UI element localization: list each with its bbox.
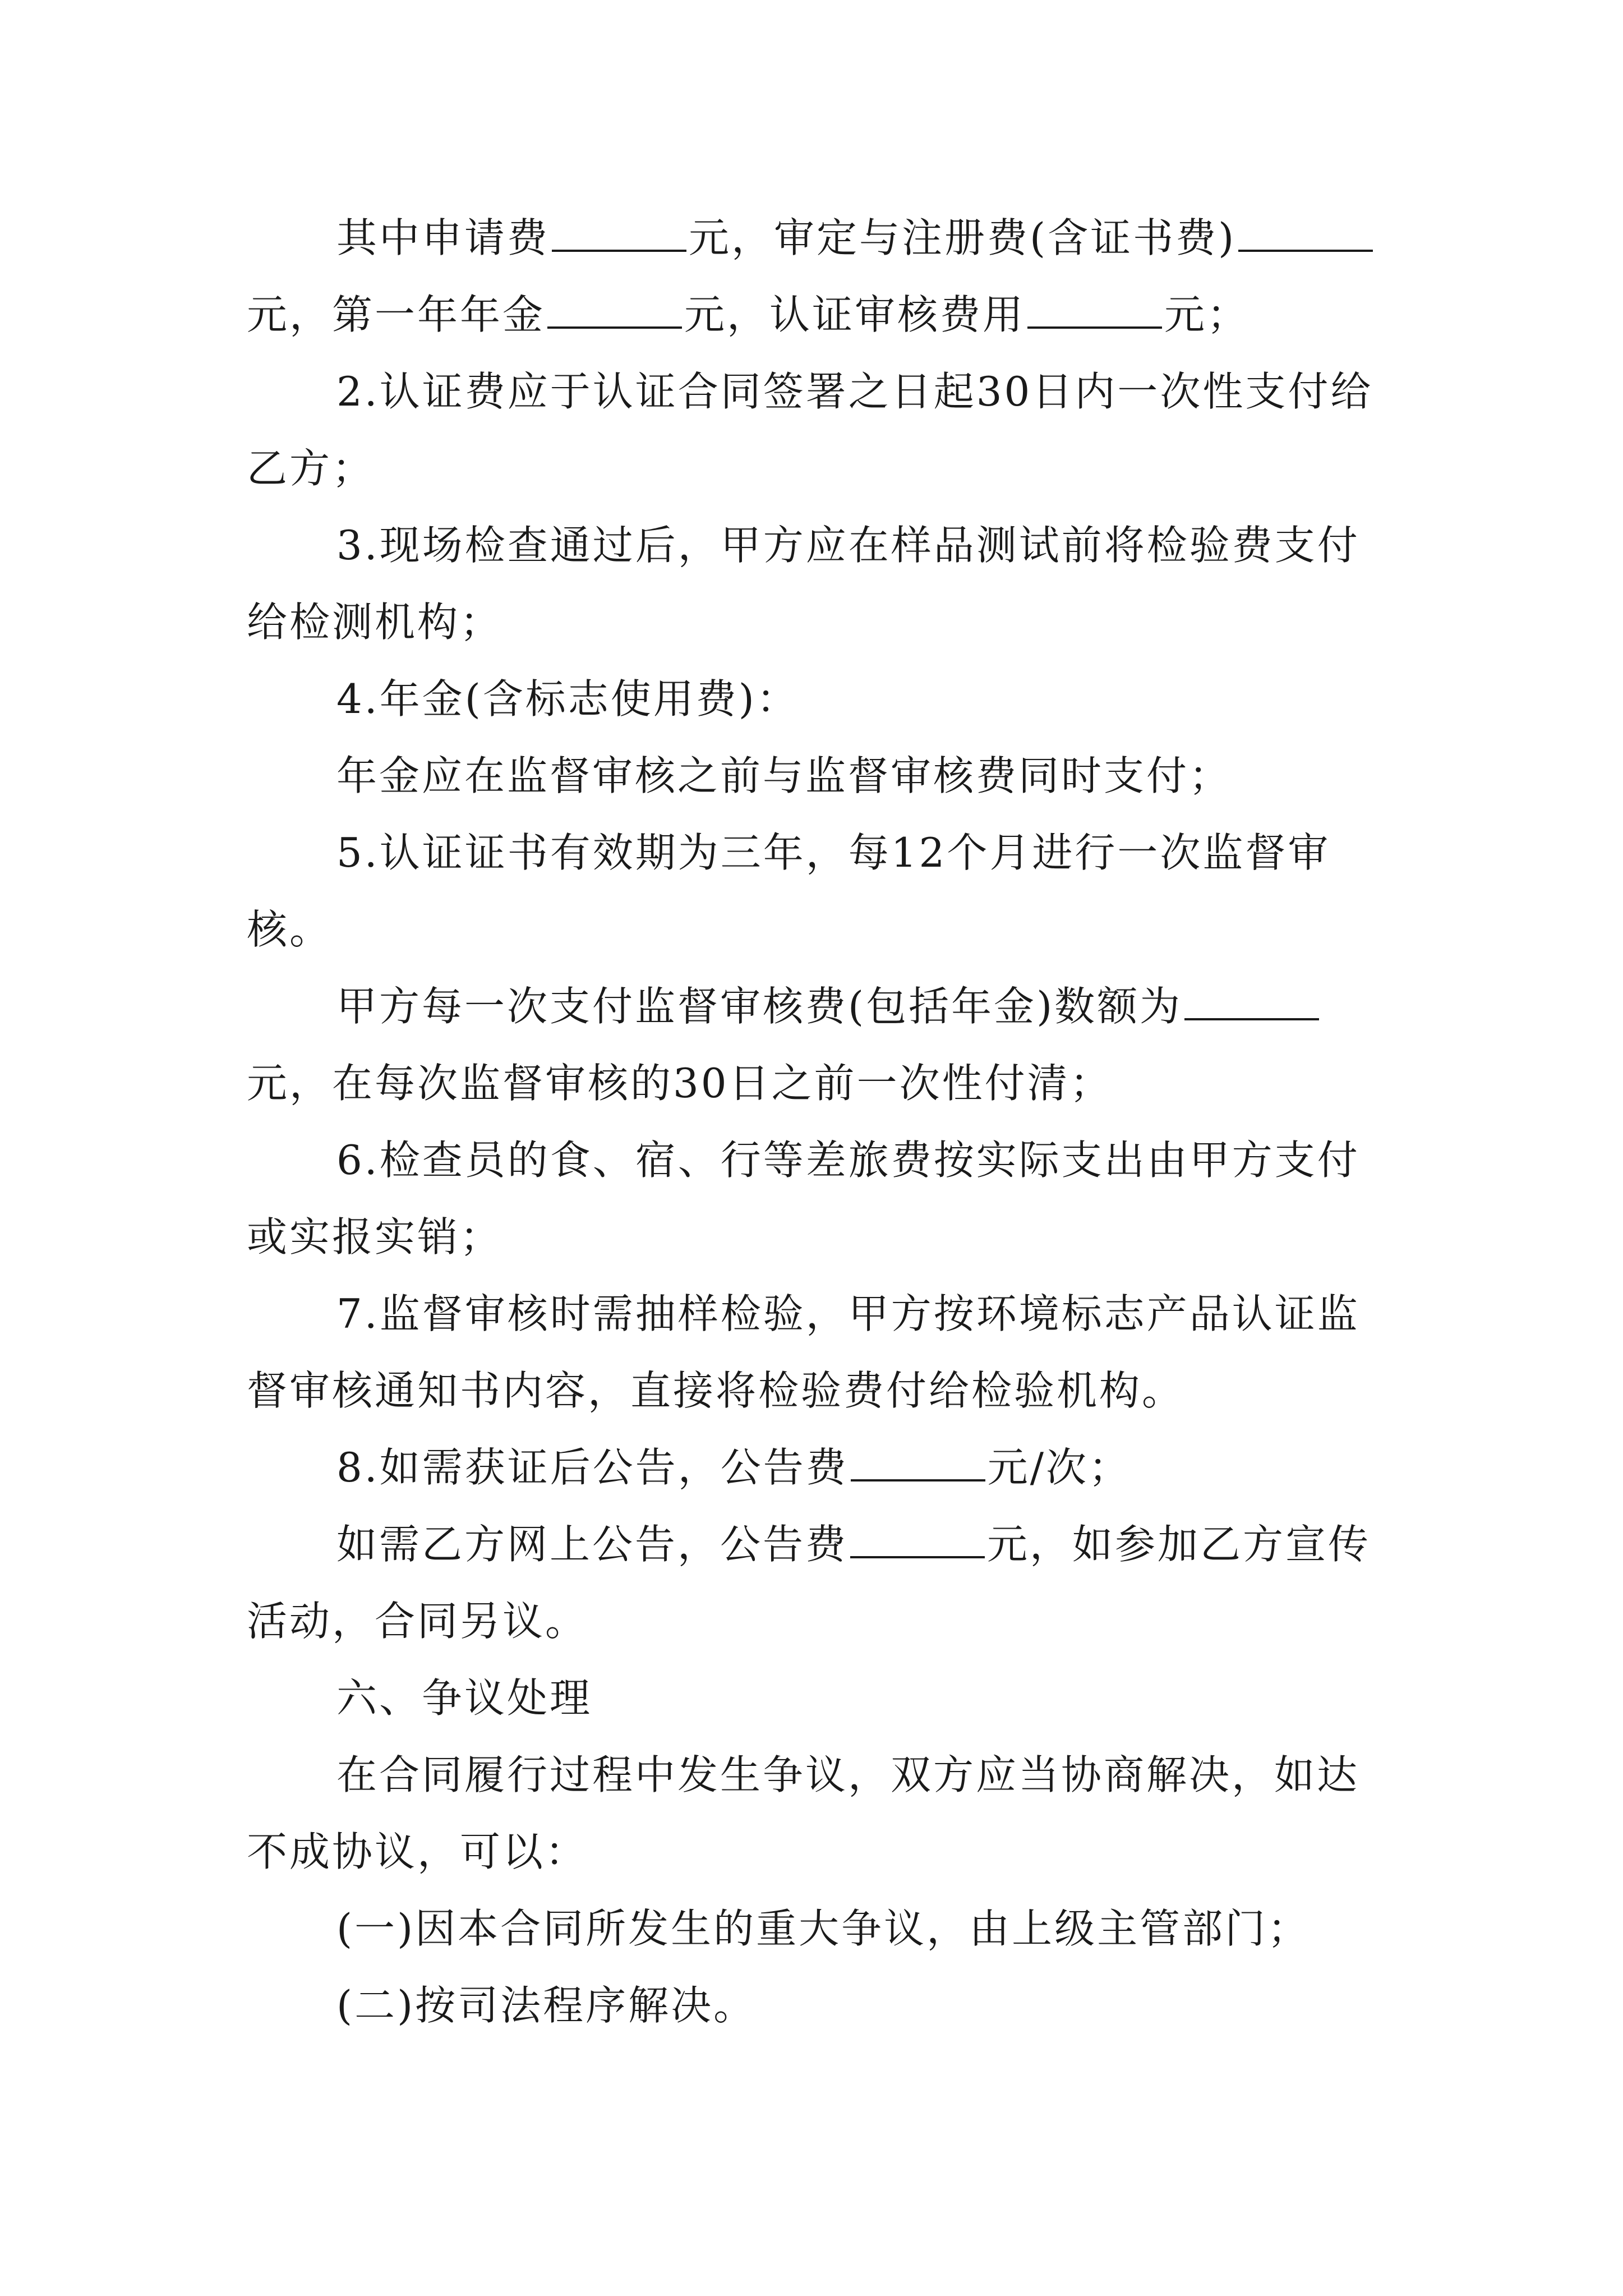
text-segment: 8.如需获证后公告，公告费 (336, 1444, 849, 1491)
paragraph-item-7 (247, 1276, 1385, 1429)
text-segment: 如需乙方网上公告，公告费 (336, 1521, 849, 1568)
text-segment: 年金应在监督审核之前与监督审核费同时支付； (336, 752, 1232, 799)
text-segment: 2.认证费应于认证合同签署之日起30日内一次性支付给乙方； (247, 368, 1373, 492)
paragraph-item-6 (247, 1122, 1385, 1276)
paragraph-dispute-option-2 (247, 1967, 1385, 2044)
paragraph-item-5-detail (247, 968, 1385, 1122)
text-segment: 元/次； (987, 1444, 1131, 1491)
text-segment: 元，在每次监督审核的30日之前一次性付清； (247, 1060, 1113, 1107)
paragraph-item-4-detail (247, 738, 1385, 815)
paragraph-item-8 (247, 1429, 1385, 1506)
paragraph-item-4 (247, 661, 1385, 738)
fill-in-blank (851, 1479, 985, 1481)
text-segment: 7.监督审核时需抽样检验，甲方按环境标志产品认证监督审核通知书内容，直接将检验费付给检验机构。 (247, 1290, 1360, 1414)
paragraph-item-8-detail (247, 1506, 1385, 1660)
paragraph-dispute-intro (247, 1737, 1385, 1890)
paragraph-item-3 (247, 507, 1385, 661)
paragraph-fee-breakdown (247, 200, 1385, 353)
text-segment: 6.检查员的食、宿、行等差旅费按实际支出由甲方支付或实报实销； (247, 1137, 1360, 1260)
text-segment: 4.年金(含标志使用费)： (336, 675, 799, 723)
text-segment: 在合同履行过程中发生争议，双方应当协商解决，如达不成协议，可以： (247, 1751, 1360, 1875)
text-segment: 元，认证审核费用 (684, 291, 1026, 338)
text-segment: (二)按司法程序解决。 (336, 1982, 757, 2029)
paragraph-dispute-option-1 (247, 1890, 1385, 1967)
document-body (247, 200, 1385, 2044)
text-segment: 甲方每一次支付监督审核费(包括年金)数额为 (336, 983, 1183, 1030)
fill-in-blank (547, 326, 682, 329)
section-heading-dispute-resolution (247, 1660, 1385, 1737)
fill-in-blank (850, 1556, 985, 1558)
text-segment: 3.现场检查通过后，甲方应在样品测试前将检验费支付给检测机构； (247, 522, 1360, 646)
text-segment: 其中申请费 (336, 214, 550, 261)
text-segment: 5.认证证书有效期为三年，每12个月进行一次监督审核。 (247, 829, 1331, 953)
text-segment: 六、争议处理 (336, 1674, 593, 1722)
fill-in-blank (552, 250, 686, 252)
paragraph-item-2 (247, 353, 1385, 507)
fill-in-blank (1238, 250, 1373, 252)
text-segment: 元，第一年年金 (247, 291, 546, 338)
text-segment: 元，如参加乙方宣传活动，合同另议。 (247, 1521, 1371, 1645)
text-segment: 元； (1164, 291, 1250, 338)
fill-in-blank (1027, 326, 1162, 329)
paragraph-item-5 (247, 815, 1385, 968)
text-segment: 元，审定与注册费(含证书费) (689, 214, 1237, 261)
text-segment: (一)因本合同所发生的重大争议，由上级主管部门； (336, 1905, 1311, 1952)
fill-in-blank (1184, 1018, 1319, 1020)
